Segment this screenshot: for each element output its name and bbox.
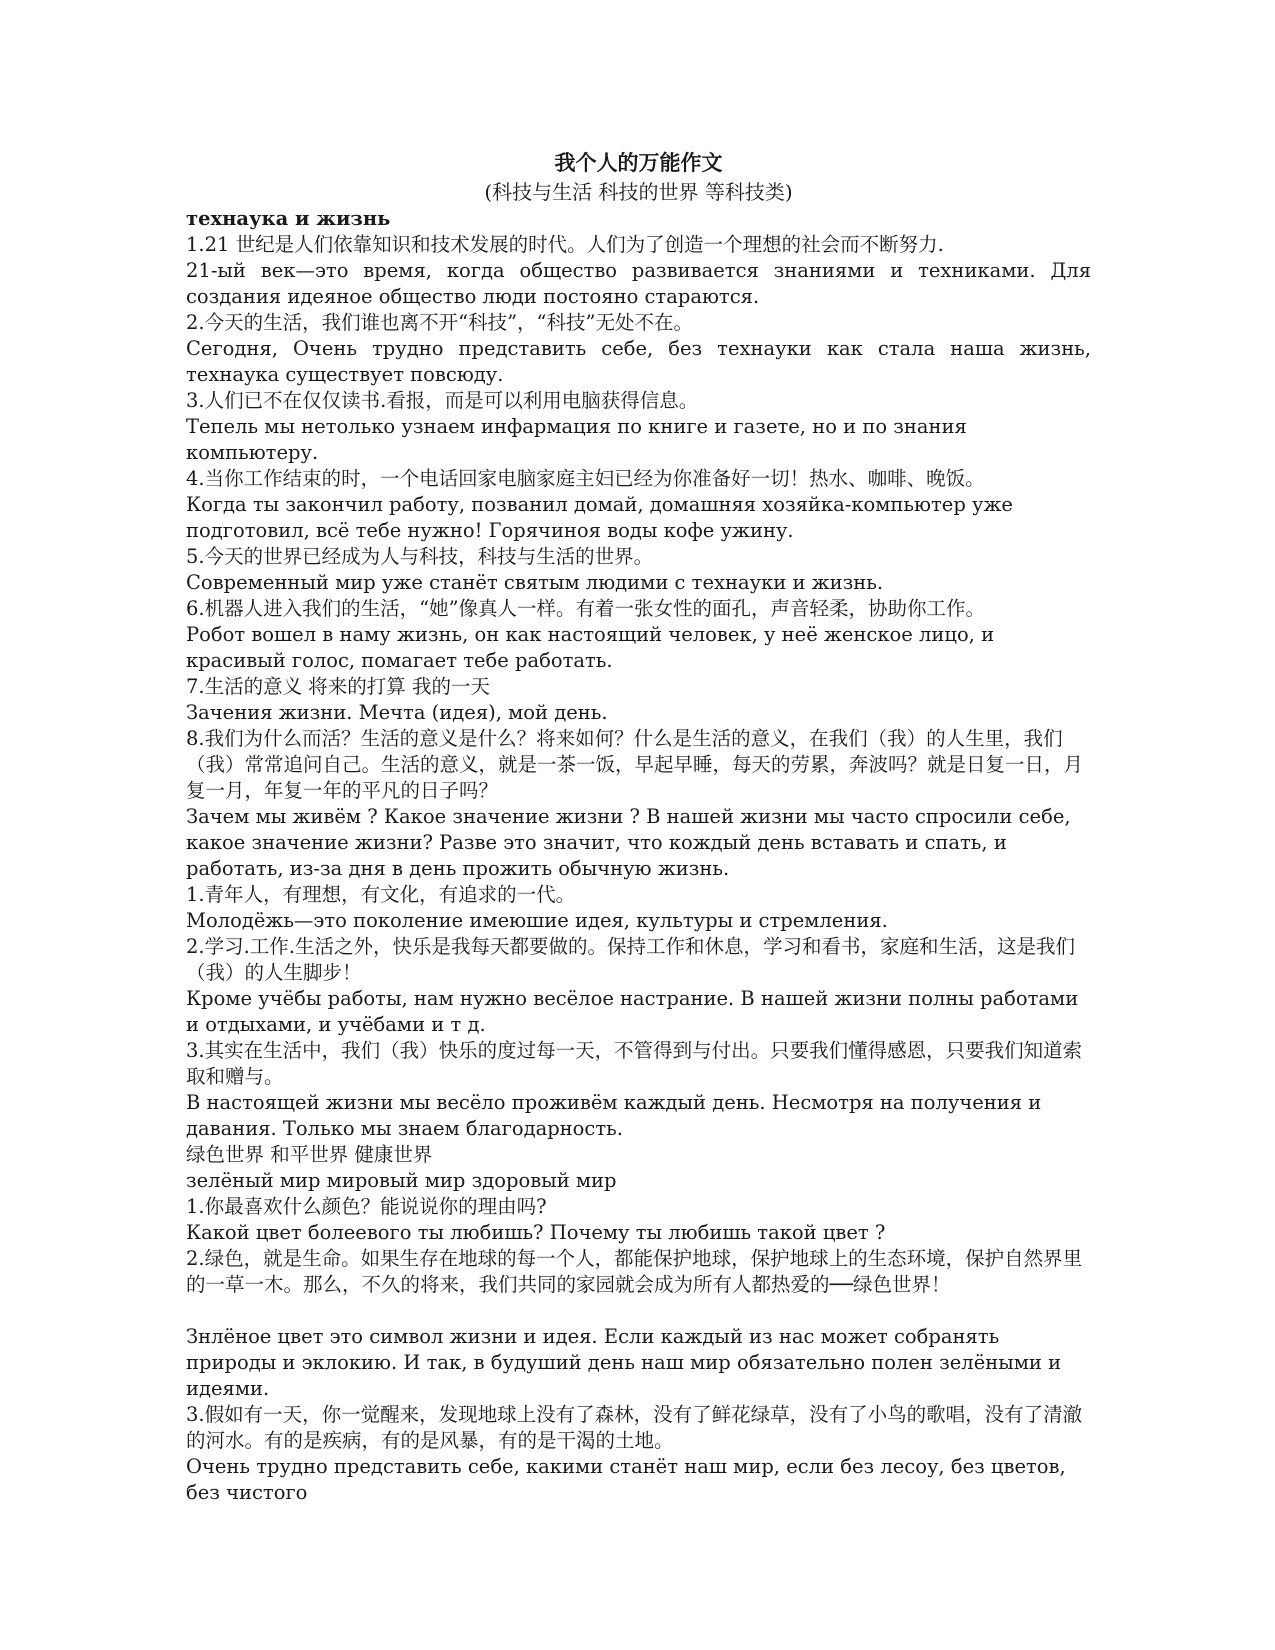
- blank-line: [186, 1298, 1091, 1324]
- paragraph-line: 3.假如有一天，你一觉醒来，发现地球上没有了森林，没有了鲜花绿草，没有了小鸟的歌唱，没有了清澈的河水。有的是疾病，有的是风暴，有的是干渴的土地。: [186, 1403, 1083, 1452]
- paragraph-line: Когда ты закончил работу, позванил домай, домашняя хозяйка-компьютер уже подготовил, всё тебе нужно! Горячиноя воды кофе ужину.: [186, 493, 1013, 542]
- paragraph-line: 8.我们为什么而活？生活的意义是什么？将来如何？什么是生活的意义，在我们（我）的人生里，我们（我）常常追问自己。生活的意义，就是一茶一饭，早起早睡，每天的劳累，奔波吗？就是日复一日，月复一月，年复一年的平凡的日子吗？: [186, 727, 1084, 802]
- paragraph-line: 21-ый век—это время, когда общество развивается знаниями и техниками. Для создания идеяное общество люди постояно стараются.: [186, 259, 1091, 308]
- section-heading: технаука и жизнь: [186, 207, 391, 230]
- paragraph-line: 1.青年人，有理想，有文化，有追求的一代。: [186, 883, 576, 906]
- paragraph-line: 1.你最喜欢什么颜色？能说说你的理由吗?: [186, 1195, 547, 1218]
- paragraph-line: 2.学习.工作.生活之外，快乐是我每天都要做的。保持工作和休息，学习和看书，家庭和生活，这是我们（我）的人生脚步！: [186, 935, 1076, 984]
- paragraph-line: Зачения жизни. Мечта (идея), мой день.: [186, 701, 608, 724]
- paragraph-line: 3.人们已不在仅仅读书.看报，而是可以利用电脑获得信息。: [186, 389, 699, 412]
- paragraph-line: 7.生活的意义 将来的打算 我的一天: [186, 675, 491, 698]
- paragraph-line: Молодёжь—это поколение имеюшие идея, культуры и стремления.: [186, 909, 888, 932]
- paragraph-line: Зачем мы живём ? Какое значение жизни ? В нашей жизни мы часто спросили себе, какое значение жизни? Разве это значит, что кождый день вставать и спать, и работать, из-за дня в день прожить обычную жизнь.: [186, 805, 1071, 880]
- paragraph-line: Современный мир уже станёт святым людими с технауки и жизнь.: [186, 571, 884, 594]
- page-title: 我个人的万能作文: [554, 150, 723, 175]
- paragraph-line: Сегодня, Очень трудно представить себе, без технауки как стала наша жизнь, технаука существует повсюду.: [186, 337, 1091, 386]
- document-page: [186, 148, 1091, 1506]
- paragraph-line: Очень трудно представить себе, какими станёт наш мир, если без лесоу, без цветов, без чистого: [186, 1455, 1066, 1504]
- page-subtitle: (科技与生活 科技的世界 等科技类): [484, 180, 793, 204]
- paragraph-line: 2.绿色，就是生命。如果生存在地球的每一个人，都能保护地球，保护地球上的生态环境，保护自然界里的一草一木。那么，不久的将来，我们共同的家园就会成为所有人都热爱的──绿色世界！: [186, 1247, 1083, 1296]
- paragraph-line: 2.今天的生活，我们谁也离不开“科技”，“科技”无处不在。: [186, 311, 693, 334]
- paragraph-line: Тепель мы нетолько узнаем инфармация по книге и газете, но и по знания компьютеру.: [186, 415, 967, 464]
- paragraph-line: В настоящей жизни мы весёло проживём каждый день. Несмотря на получения и давания. Только мы знаем благодарность.: [186, 1091, 1042, 1140]
- document-body: [186, 206, 1091, 1506]
- paragraph-line: 5.今天的世界已经成为人与科技，科技与生活的世界。: [186, 545, 654, 568]
- paragraph-line: 3.其实在生活中，我们（我）快乐的度过每一天，不管得到与付出。只要我们懂得感恩，只要我们知道索取和赠与。: [186, 1039, 1083, 1088]
- paragraph-line: 4.当你工作结束的时，一个电话回家电脑家庭主妇已经为你准备好一切！热水、咖啡、晚饭。: [186, 467, 985, 490]
- paragraph-line: 6.机器人进入我们的生活，“她”像真人一样。有着一张女性的面孔，声音轻柔，协助你工作。: [186, 597, 986, 620]
- paragraph-line: Знлёное цвет это символ жизни и идея. Если каждый из нас может собранять природы и эклокию. И так, в будуший день наш мир обязательно полен зелёными и идеями.: [186, 1325, 1062, 1400]
- paragraph-line: 1.21 世纪是人们依靠知识和技术发展的时代。人们为了创造一个理想的社会而不断努力.: [186, 233, 944, 256]
- paragraph-line: Робот вошел в наму жизнь, он как настоящий человек, у неё женское лицо, и красивый голос, помагает тебе работать.: [186, 623, 995, 672]
- paragraph-line: Какой цвет болеевого ты любишь? Почему ты любишь такой цвет ?: [186, 1221, 886, 1244]
- paragraph-line: Кроме учёбы работы, нам нужно весёлое настрание. В нашей жизни полны работами и отдыхами, и учёбами и т д.: [186, 987, 1079, 1036]
- paragraph-line: 绿色世界 和平世界 健康世界: [186, 1143, 433, 1166]
- paragraph-line: зелёный мир мировый мир здоровый мир: [186, 1169, 617, 1192]
